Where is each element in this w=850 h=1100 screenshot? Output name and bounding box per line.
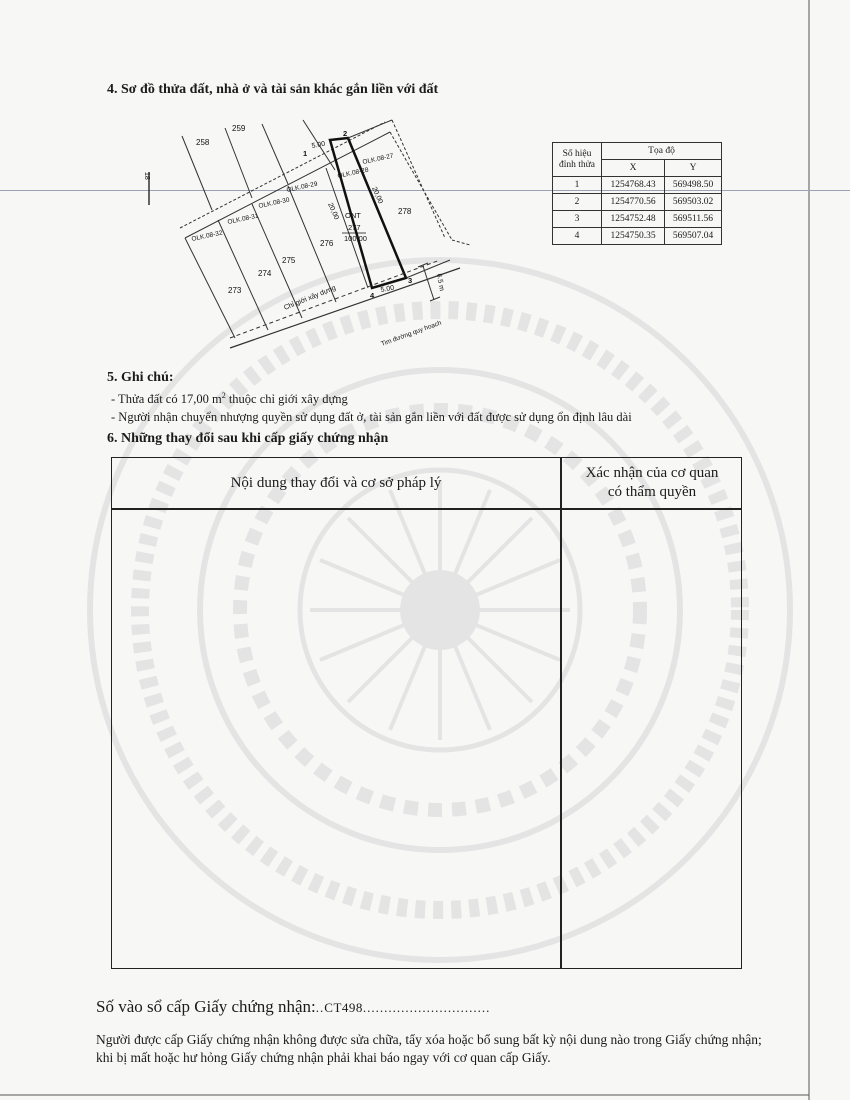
section-4-title: 4. Sơ đồ thửa đất, nhà ở và tài sản khác gắn liền với đất — [107, 82, 439, 97]
coord-x: 1254770.56 — [602, 194, 665, 211]
coord-header-vertex: Số hiệu đỉnh thửa — [553, 143, 602, 177]
parcel-code-28: OLK.08-28 — [336, 166, 370, 180]
coord-row — [553, 177, 722, 194]
coord-id: 2 — [553, 194, 602, 211]
vertex-1: 1 — [303, 149, 308, 158]
road-center-label: Tim đường quy hoạch — [380, 319, 443, 348]
coord-id: 3 — [553, 211, 602, 228]
note-1 — [111, 391, 348, 407]
coord-id: 1 — [553, 177, 602, 194]
parcel-label-258: 258 — [196, 138, 210, 147]
parcel-label-275: 275 — [282, 256, 296, 265]
column-divider — [560, 458, 562, 968]
authority-confirmation-header — [562, 458, 742, 508]
parcel-code-27: OLK.08-27 — [361, 152, 395, 166]
registration-label: Số vào sổ cấp Giấy chứng nhận: — [96, 997, 316, 1016]
note-2: - Người nhận chuyển nhượng quyền sử dụng đất ở, tài sản gắn liền với đất được sử dụng ổn định lâu dài — [111, 410, 632, 424]
parcel-label-273: 273 — [228, 286, 242, 295]
edge-length-right: 20,00 — [370, 185, 384, 205]
registration-dots-after: .............................. — [362, 1000, 491, 1015]
registration-number-line — [96, 997, 490, 1017]
changes-content-header: Nội dung thay đổi và cơ sở pháp lý — [230, 474, 442, 491]
coord-row — [553, 194, 722, 211]
note-1-text-end: thuộc chỉ giới xây dựng — [225, 392, 348, 407]
coord-y: 569498.50 — [665, 177, 722, 194]
main-parcel-area: 100,00 — [344, 234, 367, 243]
footer-warning-note: Người được cấp Giấy chứng nhận không được sửa chữa, tẩy xóa hoặc bổ sung bất kỳ nội dung nào trong Giấy chứng nhận; khi bị mất hoặc hư hỏng Giấy chứng nhận phải khai báo ngay với cơ quan cấp Giấy. — [96, 1032, 762, 1065]
header-divider — [112, 508, 741, 510]
registration-dots-before: .. — [315, 1000, 325, 1015]
parcel-code-32: OLK.08-32 — [190, 229, 224, 243]
note-1-sup: 2 — [221, 391, 226, 400]
main-parcel-type: ONT — [345, 211, 361, 220]
edge-length-top: 5.00 — [311, 140, 326, 150]
authority-header-line-1: Xác nhận của cơ quan — [585, 465, 719, 481]
parcel-label-259: 259 — [232, 124, 246, 133]
changes-table — [111, 457, 742, 969]
coord-x: 1254768.43 — [602, 177, 665, 194]
coord-row — [553, 211, 722, 228]
building-line-label: Chỉ giới xây dựng — [283, 284, 337, 312]
coord-x: 1254750.35 — [602, 228, 665, 245]
vertex-4: 4 — [370, 291, 375, 300]
vertex-3: 3 — [408, 276, 413, 285]
coord-y: 569507.04 — [665, 228, 722, 245]
authority-header-line-2: có thẩm quyền — [607, 484, 697, 500]
coord-header-y: Y — [665, 160, 722, 177]
section-6-title: 6. Những thay đổi sau khi cấp giấy chứng nhận — [107, 431, 389, 446]
parcel-label-276: 276 — [320, 239, 334, 248]
section-5-title: 5. Ghi chú: — [107, 370, 174, 385]
edge-length-bottom: 5.00 — [380, 284, 395, 294]
coord-header-coords: Tọa độ — [602, 143, 722, 160]
coord-y: 569503.02 — [665, 194, 722, 211]
registration-value: CT498 — [324, 1000, 363, 1015]
setback-label: 6.5 m — [435, 273, 445, 292]
parcel-code-29: OLK.08-29 — [285, 180, 319, 194]
parcel-label-278: 278 — [398, 207, 412, 216]
coordinate-table — [552, 142, 722, 245]
parcel-code-30: OLK.08-30 — [257, 196, 291, 210]
note-1-text: - Thửa đất có 17,00 m — [111, 392, 222, 407]
edge-length-left: 20,00 — [326, 201, 340, 221]
coord-row — [553, 228, 722, 245]
coord-y: 569511.56 — [665, 211, 722, 228]
vertex-2: 2 — [343, 129, 348, 138]
coord-id: 4 — [553, 228, 602, 245]
coord-header-x: X — [602, 160, 665, 177]
coord-x: 1254752.48 — [602, 211, 665, 228]
parcel-code-31: OLK.08-31 — [226, 212, 260, 226]
parcel-label-274: 274 — [258, 269, 272, 278]
margin-mark: 18 — [143, 172, 150, 180]
parcel-map — [140, 110, 510, 360]
main-parcel-number: 277 — [348, 223, 361, 232]
